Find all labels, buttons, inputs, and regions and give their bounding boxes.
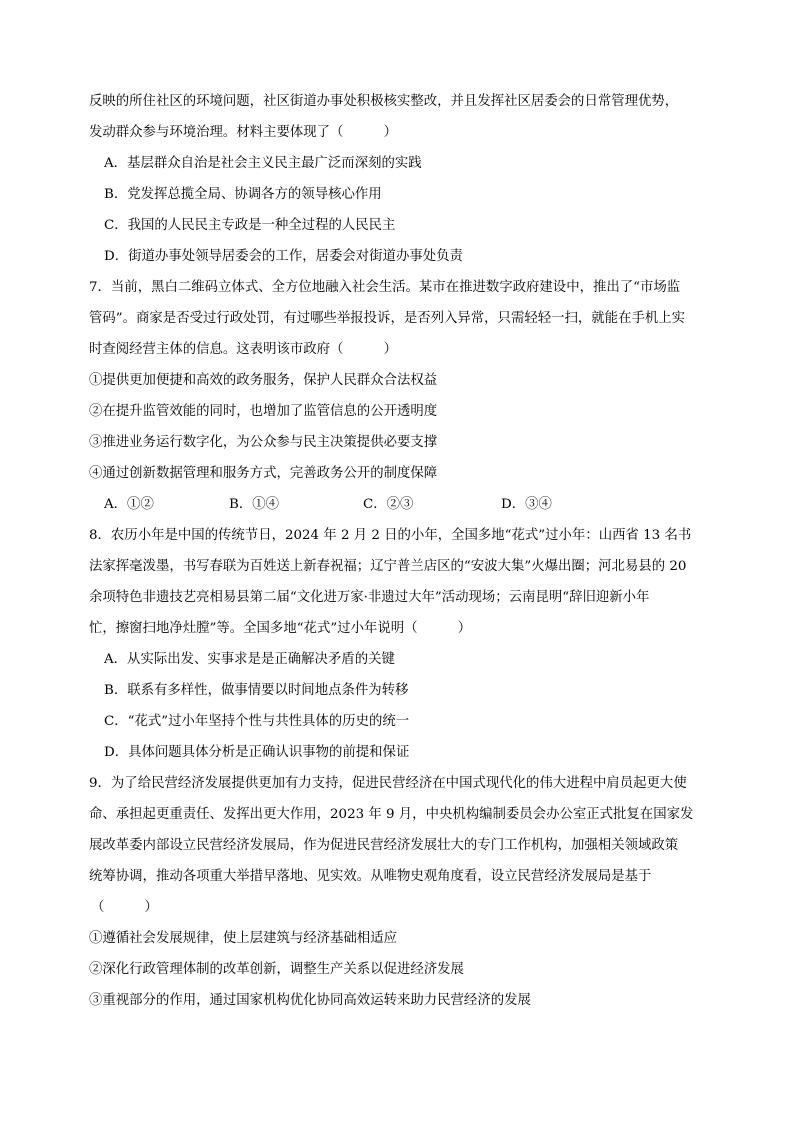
q7-stem-line-1: 7．当前，黑白二维码立体式、全方位地融入社会生活。某市在推进数字政府建设中，推出了“市场监 [89,280,681,295]
q9-stem-line-1: 9．为了给民营经济发展提供更加有力支持，促进民营经济在中国式现代化的伟大进程中肩员起更大使 [89,776,687,791]
q8-option-c[interactable]: C．“花式”过小年坚持个性与共性具体的历史的统一 [104,714,410,729]
q6-option-b[interactable]: B．党发挥总揽全局、协调各方的领导核心作用 [104,187,382,202]
q8-stem-line-4: 忙，擦窗扫地净灶膛”等。全国多地“花式”过小年说明（ ） [89,621,472,636]
q6-stem-line-1: 反映的所住社区的环境问题，社区街道办事处积极核实整改，并且发挥社区居委会的日常管理优势， [89,94,679,109]
q9-stem-line-3: 展改革委内部设立民营经济发展局，作为促进民营经济发展壮大的专门工作机构，加强相关领域政策 [89,838,679,853]
q6-option-a[interactable]: A．基层群众自治是社会主义民主最广泛而深刻的实践 [104,156,422,171]
q7-item-4: ④通过创新数据管理和服务方式，完善政务公开的制度保障 [89,466,438,481]
q9-item-1: ①遵循社会发展规律，使上层建筑与经济基础相适应 [89,931,397,946]
q9-stem-line-4: 统筹协调，推动各项重大举措早落地、见实效。从唯物史观角度看，设立民营经济发展局是基于 [89,869,652,884]
q8-stem-line-3: 余项特色非遗技艺亮相易县第二届“文化进万家·非遗过大年”活动现场；云南昆明“辞旧迎新小年 [89,590,650,605]
q7-stem-line-3: 时查阅经营主体的信息。这表明该市政府（ ） [89,342,397,357]
q6-option-d[interactable]: D．街道办事处领导居委会的工作，居委会对街道办事处负责 [104,249,463,264]
q7-choice-d[interactable]: D．③④ [501,497,552,512]
q7-choice-b[interactable]: B．①④ [229,497,280,512]
q9-item-3: ③重视部分的作用，通过国家机构优化协同高效运转来助力民营经济的发展 [89,993,531,1008]
q7-item-1: ①提供更加便捷和高效的政务服务，保护人民群众合法权益 [89,373,438,388]
q7-item-2: ②在提升监管效能的同时，也增加了监管信息的公开透明度 [89,404,438,419]
q8-option-d[interactable]: D．具体问题具体分析是正确认识事物的前提和保证 [104,745,410,760]
q9-stem-line-2: 命、承担起更重责任、发挥出更大作用，2023 年 9 月，中央机构编制委员会办公室正式批复在国家发 [89,807,694,822]
q8-option-a[interactable]: A．从实际出发、实事求是是正确解决矛盾的关键 [104,652,395,667]
q9-answer-bracket: （ ） [91,900,158,915]
q7-choice-c[interactable]: C．②③ [363,497,414,512]
q8-stem-line-2: 法家挥毫泼墨，书写春联为百姓送上新春祝福；辽宁普兰店区的“安波大集”火爆出圈；河北易县的 20 [89,559,687,574]
q7-stem-line-2: 管码”。商家是否受过行政处罚，有过哪些举报投诉，是否列入异常，只需轻轻一扫，就能在手机上实 [89,311,686,326]
q6-stem-line-2: 发动群众参与环境治理。材料主要体现了（ ） [89,125,397,140]
q8-option-b[interactable]: B．联系有多样性，做事情要以时间地点条件为转移 [104,683,409,698]
q7-choice-a[interactable]: A．①② [104,497,154,512]
q7-item-3: ③推进业务运行数字化，为公众参与民主决策提供必要支撑 [89,435,438,450]
q8-stem-line-1: 8．农历小年是中国的传统节日，2024 年 2 月 2 日的小年，全国多地“花式”过小年：山西省 13 名书 [89,528,692,543]
q9-item-2: ②深化行政管理体制的改革创新，调整生产关系以促进经济发展 [89,962,464,977]
q6-option-c[interactable]: C．我国的人民民主专政是一种全过程的人民民主 [104,218,396,233]
